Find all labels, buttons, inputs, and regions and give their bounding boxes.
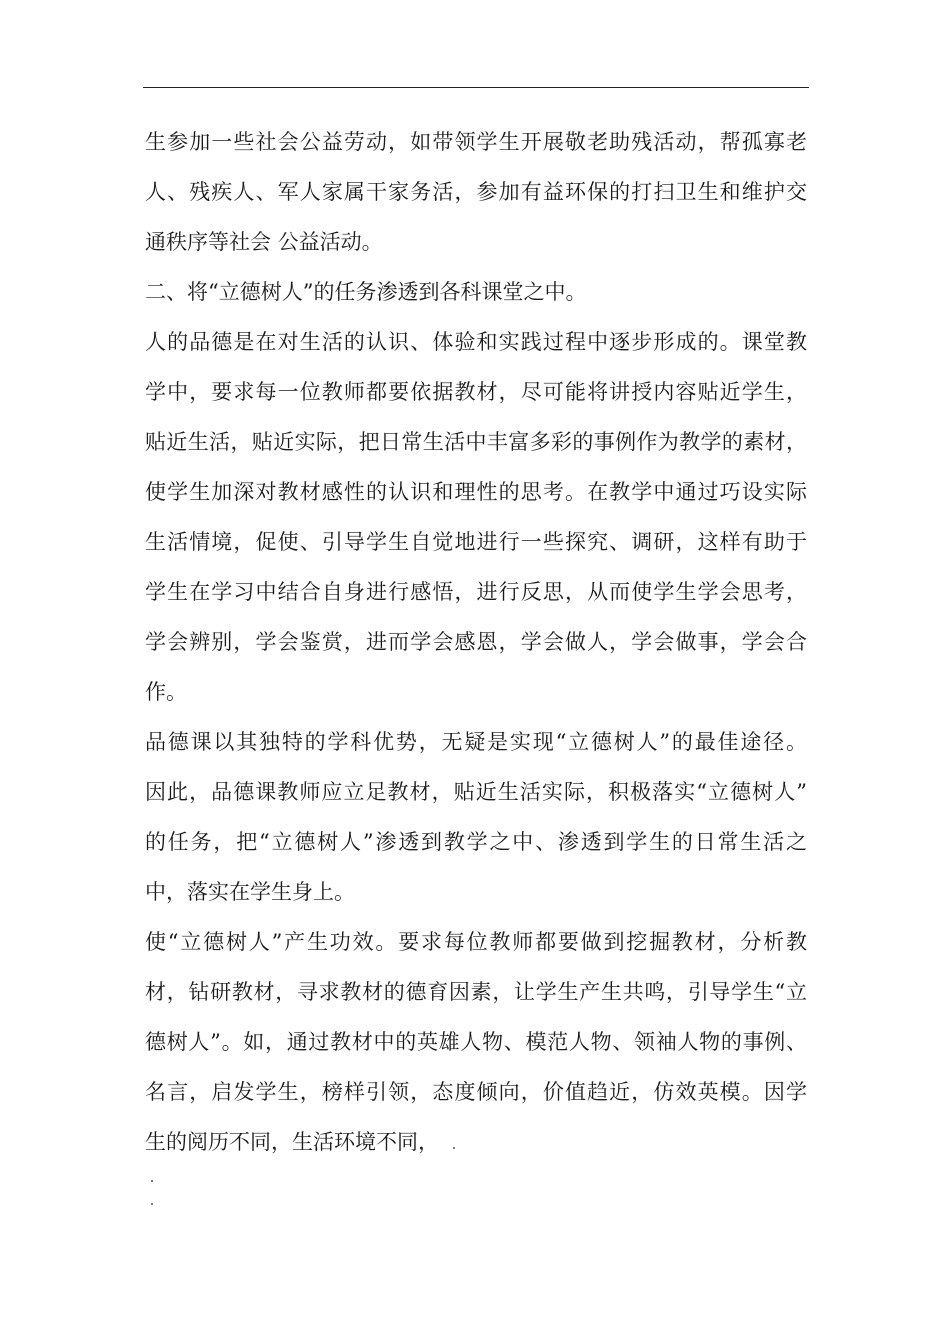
text-line: 人、残疾人、军人家属干家务活，参加有益环保的打扫卫生和维护交 xyxy=(145,180,807,204)
text-line: 因此，品德课教师应立足教材，贴近生活实际，积极落实“立德树人” xyxy=(145,780,807,804)
text-line: 学生在学习中结合自身进行感悟，进行反思，从而使学生学会思考， xyxy=(145,580,807,604)
text-line: 中，落实在学生身上。 xyxy=(145,880,355,904)
text-line: 学中，要求每一位教师都要依据教材，尽可能将讲授内容贴近学生， xyxy=(145,380,807,404)
text-line: 通秩序等社会 公益活动。 xyxy=(145,230,383,254)
text-line: 学会辨别，学会鉴赏，进而学会感恩，学会做人，学会做事，学会合 xyxy=(145,630,807,654)
stray-mark xyxy=(453,1147,455,1149)
text-line: 二、将“立德树人”的任务渗透到各科课堂之中。 xyxy=(145,280,587,304)
text-line: 使“立德树人”产生功效。要求每位教师都要做到挖掘教材，分析教 xyxy=(145,930,807,954)
text-line: 生活情境，促使、引导学生自觉地进行一些探究、调研，这样有助于 xyxy=(145,530,807,554)
text-line: 生的阅历不同，生活环境不同， xyxy=(145,1130,439,1154)
text-line: 品德课以其独特的学科优势，无疑是实现“立德树人”的最佳途径。 xyxy=(145,730,807,754)
header-rule xyxy=(143,87,809,88)
stray-mark xyxy=(151,1203,153,1205)
text-line: 德树人”。如，通过教材中的英雄人物、模范人物、领袖人物的事例、 xyxy=(145,1030,807,1054)
text-line: 贴近生活，贴近实际，把日常生活中丰富多彩的事例作为教学的素材， xyxy=(145,430,807,454)
stray-mark xyxy=(151,1180,153,1182)
text-line: 生参加一些社会公益劳动，如带领学生开展敬老助残活动，帮孤寡老 xyxy=(145,130,807,154)
text-line: 人的品德是在对生活的认识、体验和实践过程中逐步形成的。课堂教 xyxy=(145,330,807,354)
text-line: 作。 xyxy=(145,680,187,704)
text-line: 材，钻研教材，寻求教材的德育因素，让学生产生共鸣，引导学生“立 xyxy=(145,980,807,1004)
text-line: 的任务，把“立德树人”渗透到教学之中、渗透到学生的日常生活之 xyxy=(145,830,807,854)
text-line: 使学生加深对教材感性的认识和理性的思考。在教学中通过巧设实际 xyxy=(145,480,807,504)
text-line: 名言，启发学生，榜样引领，态度倾向，价值趋近，仿效英模。因学 xyxy=(145,1080,807,1104)
body-text xyxy=(145,117,807,1167)
